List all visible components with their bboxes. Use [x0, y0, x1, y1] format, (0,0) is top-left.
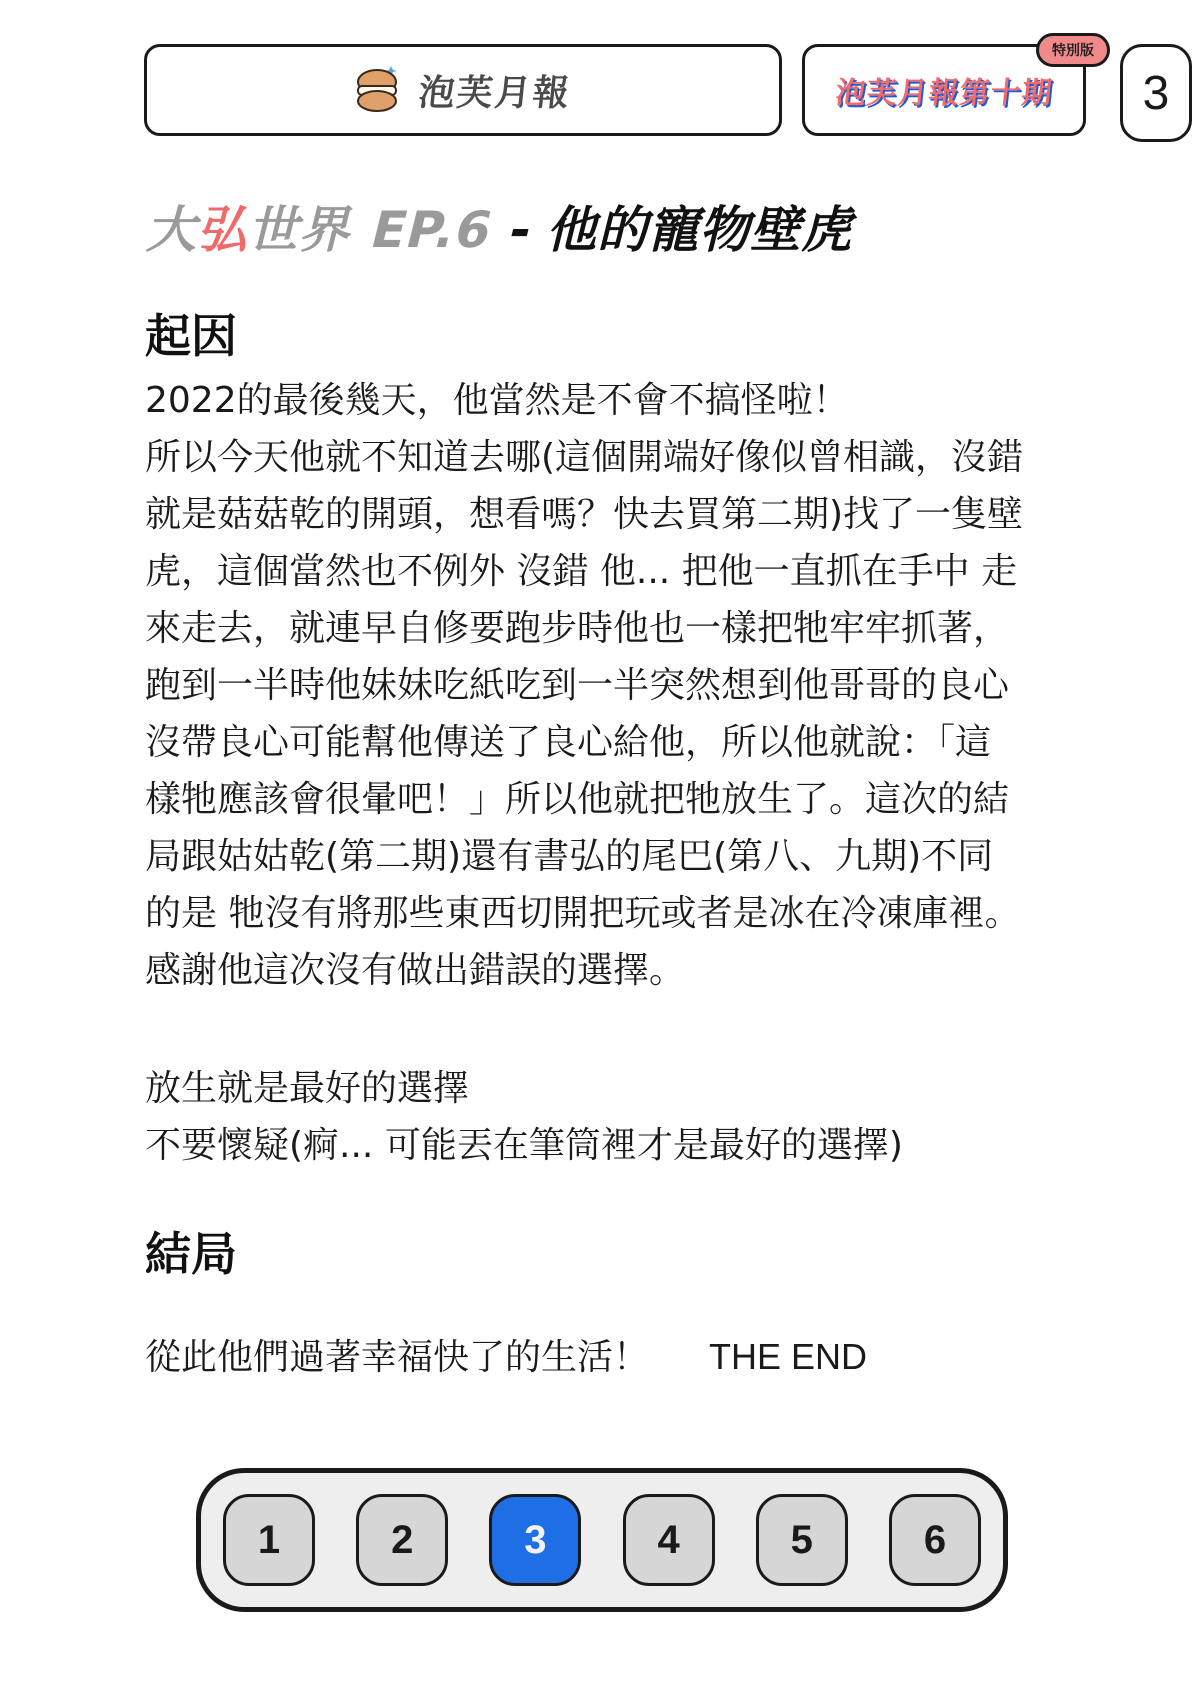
story-line: 感謝他這次沒有做出錯誤的選擇。 — [145, 950, 686, 991]
the-end-text: THE END — [709, 1336, 868, 1377]
story-line: 不要懷疑(痾... 可能丟在筆筒裡才是最好的選擇) — [145, 1125, 903, 1166]
story-line: 所以今天他就不知道去哪(這個開端好像似曾相識，沒錯 — [145, 437, 1024, 478]
logo-box[interactable] — [144, 44, 782, 136]
issue-title: 泡芙月報第十期 — [833, 76, 1054, 111]
story-line: 放生就是最好的選擇 — [145, 1068, 470, 1109]
ending-text: 從此他們過著幸福快了的生活！ — [145, 1337, 650, 1378]
page-button-4[interactable]: 4 — [623, 1494, 715, 1586]
page-number: 3 — [1120, 44, 1192, 142]
story-line: 的是 牠沒有將那些東西切開把玩或者是冰在冷凍庫裡。 — [145, 893, 1021, 934]
title-part-2: 弘 — [193, 201, 260, 259]
page-button-3[interactable]: 3 — [489, 1494, 581, 1586]
page-navigation — [196, 1468, 1008, 1612]
story-line: 2022的最後幾天，他當然是不會不搞怪啦！ — [145, 380, 849, 421]
page-button-2[interactable]: 2 — [356, 1494, 448, 1586]
page-button-1[interactable]: 1 — [223, 1494, 315, 1586]
story-line: 沒帶良心可能幫他傳送了良心給他，所以他就說：「這 — [145, 722, 992, 763]
story-extra — [145, 1060, 1145, 1174]
page-button-6[interactable]: 6 — [889, 1494, 981, 1586]
story-line: 跑到一半時他妹妹吃紙吃到一半突然想到他哥哥的良心 — [145, 665, 1010, 706]
story-line: 來走去，就連早自修要跑步時他也一樣把牠牢牢抓著， — [145, 608, 1010, 649]
story-paragraph — [145, 372, 1145, 999]
episode-title — [142, 190, 866, 262]
title-part-3: 世界 EP.6 — [244, 201, 500, 259]
section-heading-cause: 起因 — [145, 309, 237, 363]
story-line: 就是菇菇乾的開頭，想看嗎？快去買第二期)找了一隻壁 — [145, 494, 1024, 535]
story-line: 樣牠應該會很暈吧！」所以他就把牠放生了。這次的結 — [145, 779, 1010, 820]
logo-title: 泡芙月報 — [416, 72, 573, 114]
section-heading-ending: 結局 — [145, 1227, 237, 1281]
title-part-1: 大 — [142, 201, 209, 259]
story-line: 虎，這個當然也不例外 沒錯 他... 把他一直抓在手中 走 — [145, 551, 1018, 592]
cream-puff-icon — [355, 62, 403, 118]
ending-line — [145, 1328, 867, 1386]
special-edition-badge: 特別版 — [1036, 33, 1110, 67]
page-button-5[interactable]: 5 — [756, 1494, 848, 1586]
story-line: 局跟姑姑乾(第二期)還有書弘的尾巴(第八、九期)不同 — [145, 836, 994, 877]
title-part-4: - 他的寵物壁虎 — [484, 201, 864, 259]
